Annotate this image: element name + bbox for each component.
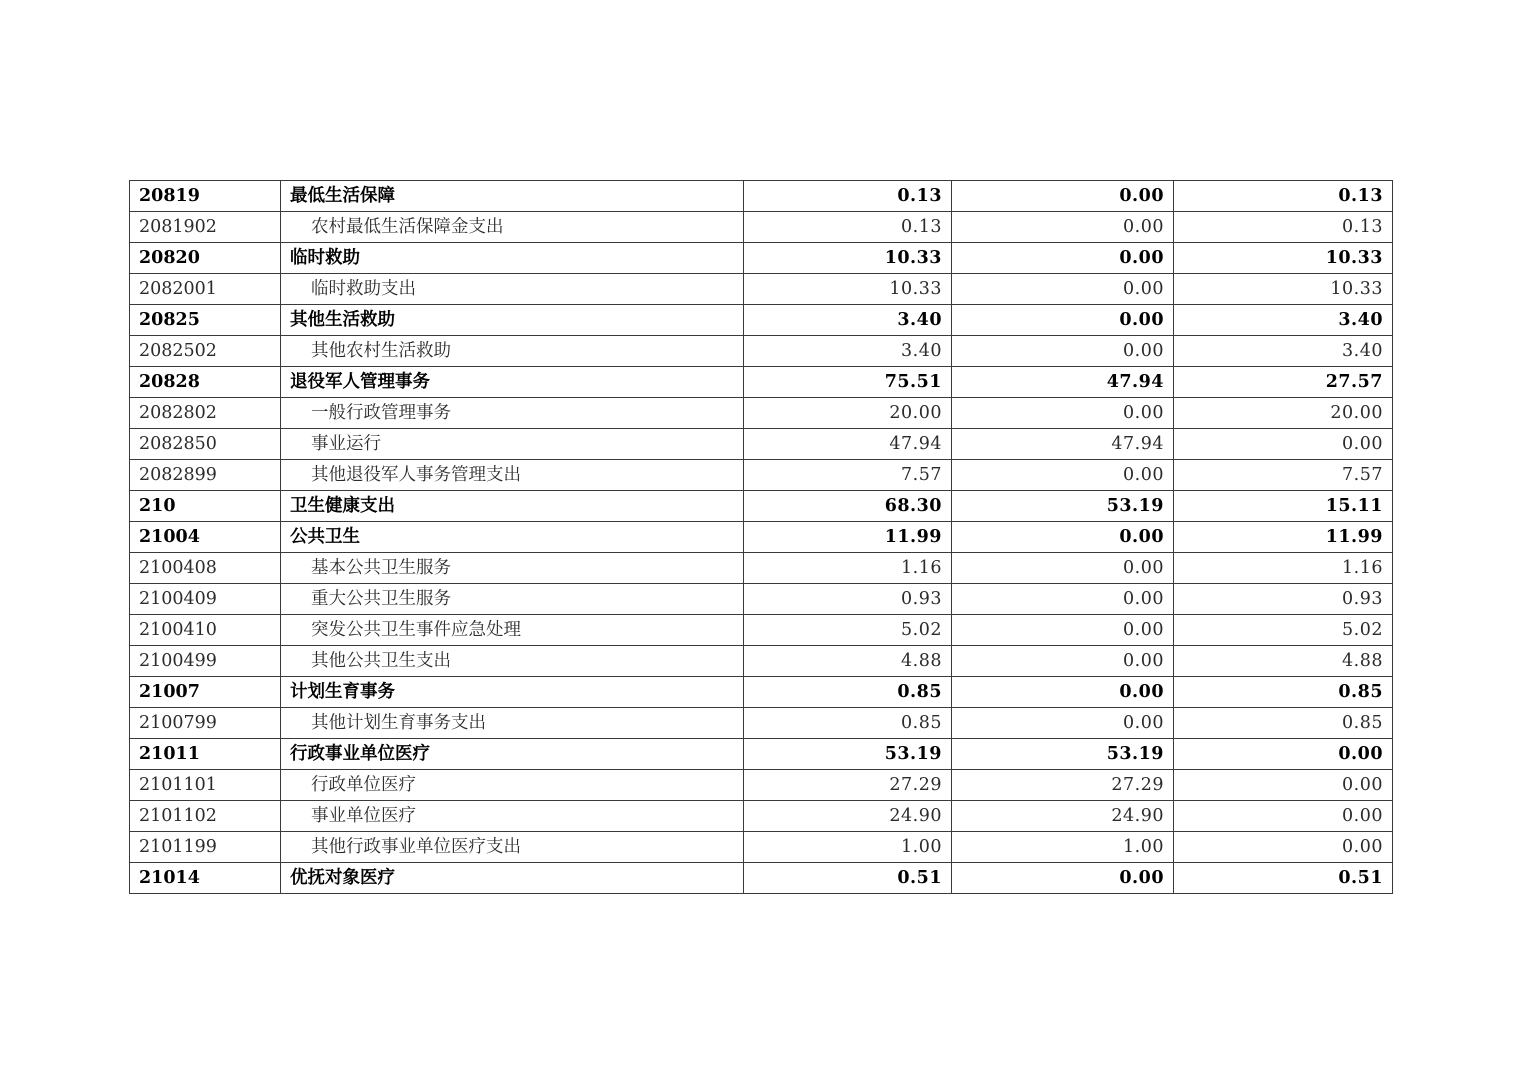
basic-expenditure-cell: 24.90 xyxy=(952,801,1174,832)
project-expenditure-cell: 5.02 xyxy=(1174,615,1393,646)
total-amount-cell: 0.93 xyxy=(744,584,952,615)
account-name-cell: 其他生活救助 xyxy=(281,305,744,336)
account-name-cell: 行政单位医疗 xyxy=(281,770,744,801)
account-name-cell: 其他行政事业单位医疗支出 xyxy=(281,832,744,863)
account-code-cell: 2101199 xyxy=(130,832,281,863)
table-row xyxy=(130,522,1393,553)
project-expenditure-cell: 0.13 xyxy=(1174,212,1393,243)
total-amount-cell: 75.51 xyxy=(744,367,952,398)
table-row xyxy=(130,336,1393,367)
account-code-cell: 2100410 xyxy=(130,615,281,646)
total-amount-cell: 53.19 xyxy=(744,739,952,770)
account-code-cell: 20820 xyxy=(130,243,281,274)
table-row xyxy=(130,801,1393,832)
account-name-cell: 优抚对象医疗 xyxy=(281,863,744,894)
basic-expenditure-cell: 0.00 xyxy=(952,398,1174,429)
table-row xyxy=(130,553,1393,584)
account-code-cell: 2082850 xyxy=(130,429,281,460)
project-expenditure-cell: 15.11 xyxy=(1174,491,1393,522)
project-expenditure-cell: 11.99 xyxy=(1174,522,1393,553)
account-code-cell: 2082001 xyxy=(130,274,281,305)
table-row xyxy=(130,739,1393,770)
account-code-cell: 2101101 xyxy=(130,770,281,801)
account-code-cell: 21007 xyxy=(130,677,281,708)
total-amount-cell: 47.94 xyxy=(744,429,952,460)
basic-expenditure-cell: 0.00 xyxy=(952,305,1174,336)
project-expenditure-cell: 0.00 xyxy=(1174,832,1393,863)
account-code-cell: 2082899 xyxy=(130,460,281,491)
basic-expenditure-cell: 1.00 xyxy=(952,832,1174,863)
account-name-cell: 行政事业单位医疗 xyxy=(281,739,744,770)
account-code-cell: 2100409 xyxy=(130,584,281,615)
account-code-cell: 21014 xyxy=(130,863,281,894)
basic-expenditure-cell: 53.19 xyxy=(952,739,1174,770)
basic-expenditure-cell: 0.00 xyxy=(952,646,1174,677)
project-expenditure-cell: 7.57 xyxy=(1174,460,1393,491)
project-expenditure-cell: 27.57 xyxy=(1174,367,1393,398)
account-name-cell: 事业单位医疗 xyxy=(281,801,744,832)
table-row xyxy=(130,243,1393,274)
basic-expenditure-cell: 0.00 xyxy=(952,212,1174,243)
account-name-cell: 突发公共卫生事件应急处理 xyxy=(281,615,744,646)
basic-expenditure-cell: 0.00 xyxy=(952,243,1174,274)
table-row xyxy=(130,677,1393,708)
account-code-cell: 2100499 xyxy=(130,646,281,677)
total-amount-cell: 1.16 xyxy=(744,553,952,584)
table-row xyxy=(130,708,1393,739)
project-expenditure-cell: 0.85 xyxy=(1174,677,1393,708)
account-name-cell: 临时救助支出 xyxy=(281,274,744,305)
project-expenditure-cell: 1.16 xyxy=(1174,553,1393,584)
basic-expenditure-cell: 0.00 xyxy=(952,584,1174,615)
account-name-cell: 农村最低生活保障金支出 xyxy=(281,212,744,243)
account-name-cell: 临时救助 xyxy=(281,243,744,274)
total-amount-cell: 1.00 xyxy=(744,832,952,863)
project-expenditure-cell: 0.00 xyxy=(1174,739,1393,770)
table-row xyxy=(130,212,1393,243)
project-expenditure-cell: 0.00 xyxy=(1174,801,1393,832)
project-expenditure-cell: 20.00 xyxy=(1174,398,1393,429)
account-name-cell: 其他计划生育事务支出 xyxy=(281,708,744,739)
project-expenditure-cell: 0.13 xyxy=(1174,181,1393,212)
basic-expenditure-cell: 0.00 xyxy=(952,677,1174,708)
table-body xyxy=(130,181,1393,894)
table-row xyxy=(130,398,1393,429)
basic-expenditure-cell: 0.00 xyxy=(952,615,1174,646)
table-row xyxy=(130,274,1393,305)
basic-expenditure-cell: 0.00 xyxy=(952,181,1174,212)
total-amount-cell: 0.13 xyxy=(744,181,952,212)
total-amount-cell: 24.90 xyxy=(744,801,952,832)
account-code-cell: 20825 xyxy=(130,305,281,336)
total-amount-cell: 4.88 xyxy=(744,646,952,677)
account-name-cell: 其他农村生活救助 xyxy=(281,336,744,367)
table-row xyxy=(130,646,1393,677)
table-row xyxy=(130,305,1393,336)
account-name-cell: 卫生健康支出 xyxy=(281,491,744,522)
account-name-cell: 事业运行 xyxy=(281,429,744,460)
account-code-cell: 2082802 xyxy=(130,398,281,429)
table-row xyxy=(130,460,1393,491)
account-name-cell: 其他公共卫生支出 xyxy=(281,646,744,677)
table-row xyxy=(130,615,1393,646)
project-expenditure-cell: 0.51 xyxy=(1174,863,1393,894)
account-name-cell: 公共卫生 xyxy=(281,522,744,553)
account-name-cell: 其他退役军人事务管理支出 xyxy=(281,460,744,491)
account-code-cell: 2100408 xyxy=(130,553,281,584)
total-amount-cell: 0.51 xyxy=(744,863,952,894)
total-amount-cell: 5.02 xyxy=(744,615,952,646)
basic-expenditure-cell: 0.00 xyxy=(952,522,1174,553)
basic-expenditure-cell: 0.00 xyxy=(952,553,1174,584)
account-name-cell: 重大公共卫生服务 xyxy=(281,584,744,615)
account-name-cell: 计划生育事务 xyxy=(281,677,744,708)
account-code-cell: 2101102 xyxy=(130,801,281,832)
table-row xyxy=(130,770,1393,801)
total-amount-cell: 3.40 xyxy=(744,305,952,336)
project-expenditure-cell: 4.88 xyxy=(1174,646,1393,677)
project-expenditure-cell: 0.00 xyxy=(1174,429,1393,460)
table-row xyxy=(130,429,1393,460)
account-code-cell: 21011 xyxy=(130,739,281,770)
table-row xyxy=(130,584,1393,615)
basic-expenditure-cell: 47.94 xyxy=(952,429,1174,460)
account-code-cell: 20819 xyxy=(130,181,281,212)
account-code-cell: 2100799 xyxy=(130,708,281,739)
account-name-cell: 最低生活保障 xyxy=(281,181,744,212)
account-code-cell: 21004 xyxy=(130,522,281,553)
total-amount-cell: 0.13 xyxy=(744,212,952,243)
table-row xyxy=(130,832,1393,863)
total-amount-cell: 7.57 xyxy=(744,460,952,491)
project-expenditure-cell: 10.33 xyxy=(1174,274,1393,305)
project-expenditure-cell: 3.40 xyxy=(1174,336,1393,367)
total-amount-cell: 68.30 xyxy=(744,491,952,522)
account-code-cell: 2082502 xyxy=(130,336,281,367)
table-row xyxy=(130,181,1393,212)
total-amount-cell: 27.29 xyxy=(744,770,952,801)
basic-expenditure-cell: 27.29 xyxy=(952,770,1174,801)
table-row xyxy=(130,491,1393,522)
total-amount-cell: 0.85 xyxy=(744,677,952,708)
project-expenditure-cell: 3.40 xyxy=(1174,305,1393,336)
project-expenditure-cell: 10.33 xyxy=(1174,243,1393,274)
total-amount-cell: 20.00 xyxy=(744,398,952,429)
account-code-cell: 210 xyxy=(130,491,281,522)
total-amount-cell: 3.40 xyxy=(744,336,952,367)
basic-expenditure-cell: 53.19 xyxy=(952,491,1174,522)
total-amount-cell: 11.99 xyxy=(744,522,952,553)
basic-expenditure-cell: 0.00 xyxy=(952,336,1174,367)
basic-expenditure-cell: 47.94 xyxy=(952,367,1174,398)
table-row xyxy=(130,367,1393,398)
project-expenditure-cell: 0.00 xyxy=(1174,770,1393,801)
basic-expenditure-cell: 0.00 xyxy=(952,708,1174,739)
total-amount-cell: 10.33 xyxy=(744,243,952,274)
project-expenditure-cell: 0.85 xyxy=(1174,708,1393,739)
budget-expenditure-table xyxy=(129,180,1393,894)
table-row xyxy=(130,863,1393,894)
account-code-cell: 20828 xyxy=(130,367,281,398)
account-name-cell: 基本公共卫生服务 xyxy=(281,553,744,584)
account-name-cell: 一般行政管理事务 xyxy=(281,398,744,429)
basic-expenditure-cell: 0.00 xyxy=(952,274,1174,305)
total-amount-cell: 10.33 xyxy=(744,274,952,305)
account-name-cell: 退役军人管理事务 xyxy=(281,367,744,398)
account-code-cell: 2081902 xyxy=(130,212,281,243)
project-expenditure-cell: 0.93 xyxy=(1174,584,1393,615)
basic-expenditure-cell: 0.00 xyxy=(952,460,1174,491)
total-amount-cell: 0.85 xyxy=(744,708,952,739)
basic-expenditure-cell: 0.00 xyxy=(952,863,1174,894)
